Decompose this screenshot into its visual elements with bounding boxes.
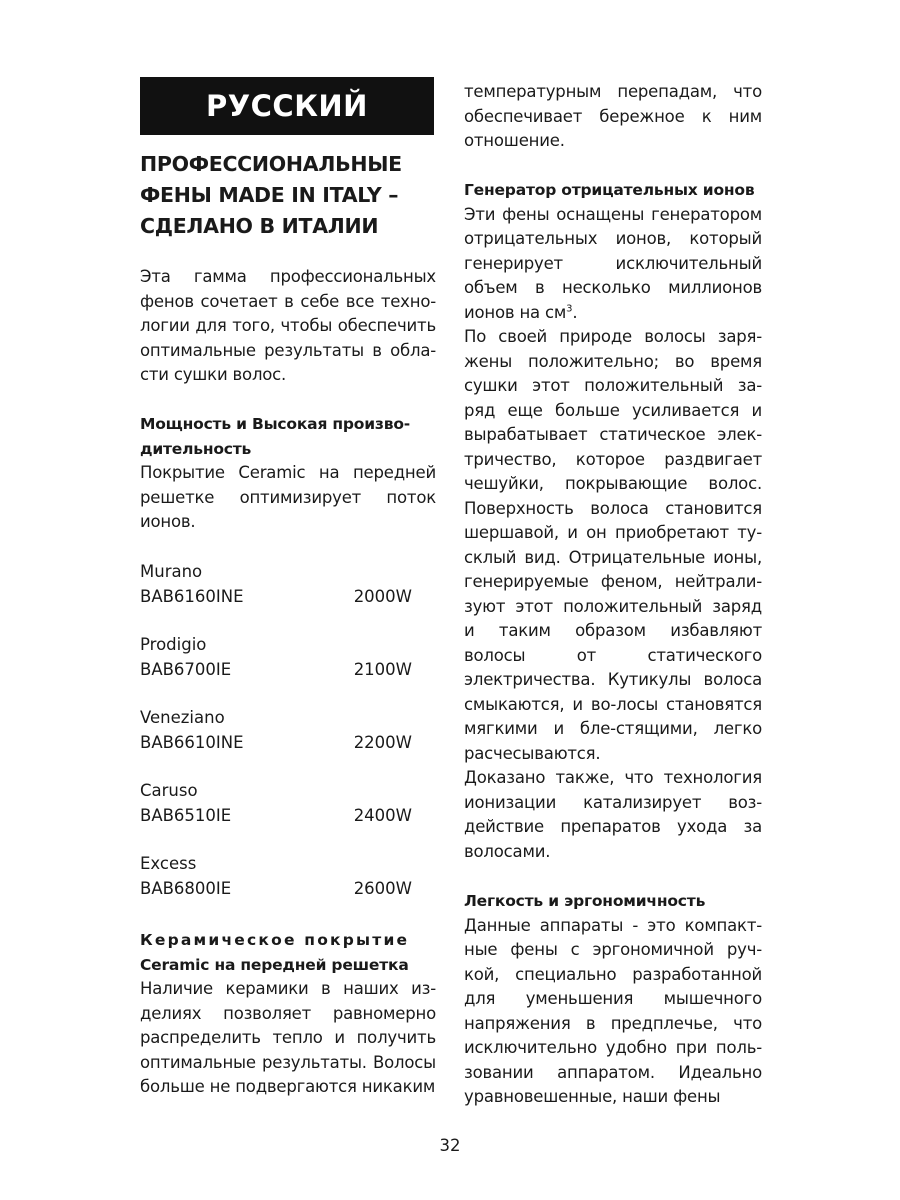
- ergonomics-section: [464, 889, 762, 1110]
- ions-text-a-end: .: [572, 302, 578, 322]
- ions-text-a-body: Эти фены оснащены генератором отрицательных ионов, который генерирует исключительный объем в несколько миллионов ионов на см: [464, 204, 762, 322]
- ions-text-b: По своей природе волосы заря-жены положительно; во время сушки этот положительный за-ряд еще больше усиливается и вырабатывает статическое элек-тричество, которое раздвигает чешуйки, покрывающие волос. Поверхность волоса становится шершавой, и он приобретают ту-склый вид. Отрицательные ионы, генерируемые феном, нейтрали-зуют этот положительный заряд и таким образом избавляют волосы от статического электричества. Кутикулы волоса смыкаются, и во-лосы становятся мягкими и бле-стящими, легко расчесываются.: [464, 327, 762, 763]
- model-entry: [140, 852, 412, 901]
- model-code: BAB6510IE: [140, 805, 232, 825]
- ceramic-text-continued: температурным перепадам, что обеспечивает бережное к ним отношение.: [464, 82, 762, 150]
- model-power: 2400W: [353, 805, 412, 825]
- language-label: РУССКИЙ: [206, 89, 368, 123]
- model-name: Caruso: [140, 781, 198, 800]
- page-number: 32: [439, 1136, 461, 1155]
- ions-text-a: [464, 203, 762, 326]
- model-code: BAB6160INE: [140, 586, 244, 606]
- model-code: BAB6610INE: [140, 732, 244, 752]
- ceramic-section: [140, 928, 436, 1100]
- ions-section: [464, 178, 762, 864]
- model-power: 2600W: [353, 878, 412, 898]
- page-title: [140, 149, 436, 242]
- model-name: Veneziano: [140, 708, 225, 727]
- title-line-3: СДЕЛАНО В ИТАЛИИ: [140, 214, 379, 238]
- power-text: Покрытие Ceramic на передней решетке оптимизирует поток ионов.: [140, 463, 436, 531]
- model-code: BAB6700IE: [140, 659, 232, 679]
- model-power: 2100W: [353, 659, 412, 679]
- ions-unit-superscript: 3: [566, 303, 573, 314]
- model-entry: [140, 560, 412, 609]
- intro-paragraph: Эта гамма профессиональных фенов сочетает в себе все техно-логии для того, чтобы обеспечить оптимальные результаты в обла-сти сушки волос.: [140, 267, 436, 384]
- ceramic-text: Наличие керамики в наших из-делиях позволяет равномерно распределить тепло и получить оптимальные результаты. Волосы больше не подвергаются никаким: [140, 979, 436, 1096]
- power-heading: Мощность и Высокая произво-дительность: [140, 415, 410, 458]
- power-section: [140, 412, 436, 535]
- ceramic-heading-line-2: Ceramic на передней решетка: [140, 955, 409, 974]
- model-name: Prodigio: [140, 635, 207, 654]
- title-line-2: ФЕНЫ MADE IN ITALY –: [140, 183, 399, 207]
- ergonomics-heading: Легкость и эргономичность: [464, 892, 706, 910]
- model-power: 2200W: [353, 732, 412, 752]
- ions-heading: Генератор отрицательных ионов: [464, 181, 755, 199]
- model-entry: [140, 779, 412, 828]
- model-name: Murano: [140, 562, 203, 581]
- ergonomics-text: Данные аппараты - это компакт-ные фены с эргономичной руч-кой, специально разработанной для уменьшения мышечного напряжения в предплечье, что исключительно удобно при поль-зовании аппаратом. Идеально уравновешенные, наши фены: [464, 915, 762, 1106]
- language-banner: [140, 77, 434, 135]
- model-power: 2000W: [353, 586, 412, 606]
- model-entry: [140, 706, 412, 755]
- ions-text-c: Доказано также, что технология ионизации катализирует воз-действие препаратов ухода за волосами.: [464, 768, 762, 861]
- model-name: Excess: [140, 854, 197, 873]
- model-entry: [140, 633, 412, 682]
- title-line-1: ПРОФЕССИОНАЛЬНЫЕ: [140, 152, 402, 176]
- ceramic-heading-line-1: Керамическое покрытие: [140, 931, 410, 949]
- model-code: BAB6800IE: [140, 878, 232, 898]
